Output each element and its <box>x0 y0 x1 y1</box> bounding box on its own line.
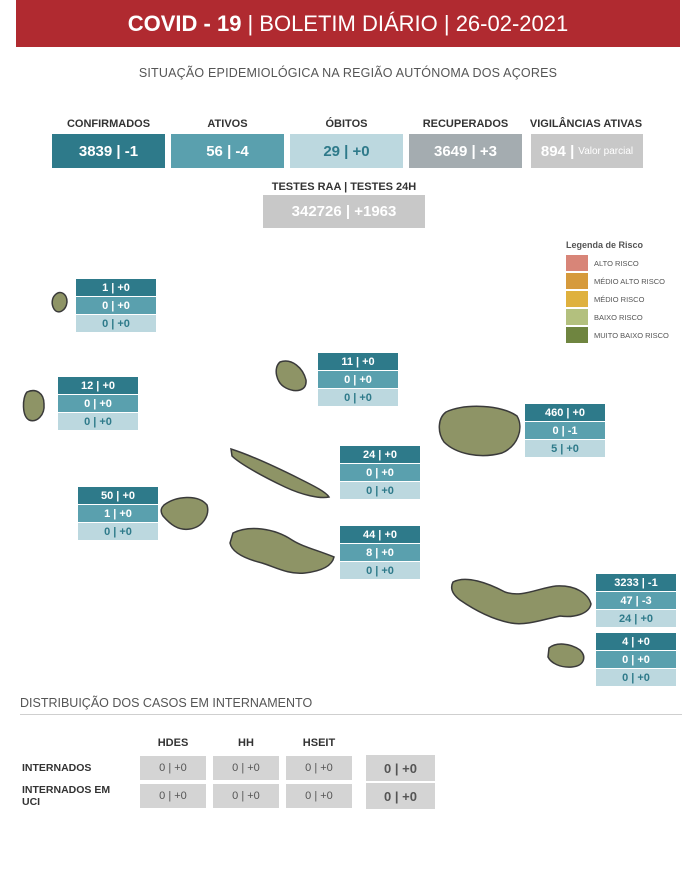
stat-value-ativos: 56 | -4 <box>171 134 284 168</box>
island-santa-maria <box>548 644 584 667</box>
total-internados: 0 | +0 <box>366 755 435 781</box>
legend-label: ALTO RISCO <box>594 258 639 268</box>
stat-label-obitos: ÓBITOS <box>325 118 368 130</box>
island-table-sao-jorge <box>340 446 420 500</box>
island-deaths: 0 | +0 <box>596 669 676 686</box>
cell-internados-hdes: 0 | +0 <box>140 756 206 780</box>
cell-uci-hseit: 0 | +0 <box>286 784 352 808</box>
legend-label: MÉDIO ALTO RISCO <box>594 276 665 286</box>
island-table-corvo <box>76 279 156 333</box>
island-graciosa <box>276 361 306 390</box>
island-sao-miguel <box>452 579 591 623</box>
vigilancias-note: Valor parcial <box>578 145 634 157</box>
island-deaths: 0 | +0 <box>340 562 420 579</box>
island-confirmed: 11 | +0 <box>318 353 398 370</box>
hospital-section-title: DISTRIBUIÇÃO DOS CASOS EM INTERNAMENTO <box>20 696 313 710</box>
island-table-faial <box>78 487 158 541</box>
stat-label-confirmados: CONFIRMADOS <box>66 118 151 130</box>
island-confirmed: 3233 | -1 <box>596 574 676 591</box>
island-active: 0 | -1 <box>525 422 605 439</box>
title-bold: COVID - 19 <box>127 10 242 36</box>
tests-value: 342726 | +1963 <box>263 195 425 228</box>
row-label-internados: INTERNADOS <box>22 762 92 774</box>
island-faial <box>161 497 208 529</box>
cell-uci-hh: 0 | +0 <box>213 784 279 808</box>
island-active: 8 | +0 <box>340 544 420 561</box>
island-flores <box>23 391 44 421</box>
island-confirmed: 12 | +0 <box>58 377 138 394</box>
island-deaths: 24 | +0 <box>596 610 676 627</box>
cell-uci-hdes: 0 | +0 <box>140 784 206 808</box>
island-table-santa-maria <box>596 633 676 687</box>
stat-label-recuperados: RECUPERADOS <box>422 118 509 130</box>
legend-label: MÉDIO RISCO <box>594 294 645 304</box>
island-active: 0 | +0 <box>340 464 420 481</box>
title-rest: | BOLETIM DIÁRIO | 26-02-2021 <box>247 10 569 36</box>
island-active: 0 | +0 <box>76 297 156 314</box>
cell-internados-hh: 0 | +0 <box>213 756 279 780</box>
island-table-pico <box>340 526 420 580</box>
stat-value-obitos: 29 | +0 <box>290 134 403 168</box>
section-divider <box>20 714 682 715</box>
island-table-graciosa <box>318 353 398 407</box>
stat-value-recuperados: 3649 | +3 <box>409 134 522 168</box>
col-header-hdes: HDES <box>157 737 189 749</box>
island-confirmed: 1 | +0 <box>76 279 156 296</box>
island-deaths: 0 | +0 <box>78 523 158 540</box>
page-subtitle: SITUAÇÃO EPIDEMIOLÓGICA NA REGIÃO AUTÓNOMA DOS AÇORES <box>138 66 558 80</box>
legend-label: MUITO BAIXO RISCO <box>594 330 669 340</box>
island-table-sao-miguel <box>596 574 676 628</box>
island-confirmed: 460 | +0 <box>525 404 605 421</box>
island-sao-jorge <box>231 449 329 498</box>
island-table-terceira <box>525 404 605 458</box>
island-active: 0 | +0 <box>596 651 676 668</box>
vigilancias-value: 894 | <box>540 142 575 160</box>
island-terceira <box>439 406 520 455</box>
island-deaths: 0 | +0 <box>76 315 156 332</box>
col-header-hseit: HSEIT <box>302 737 336 749</box>
island-active: 0 | +0 <box>318 371 398 388</box>
island-pico <box>230 529 334 574</box>
island-table-flores <box>58 377 138 431</box>
stat-label-ativos: ATIVOS <box>207 118 248 130</box>
legend-label: BAIXO RISCO <box>594 312 643 322</box>
island-active: 1 | +0 <box>78 505 158 522</box>
island-corvo <box>52 293 67 312</box>
island-deaths: 5 | +0 <box>525 440 605 457</box>
island-deaths: 0 | +0 <box>318 389 398 406</box>
tests-label: TESTES RAA | TESTES 24H <box>271 181 417 193</box>
island-active: 0 | +0 <box>58 395 138 412</box>
island-confirmed: 24 | +0 <box>340 446 420 463</box>
island-confirmed: 44 | +0 <box>340 526 420 543</box>
total-uci: 0 | +0 <box>366 783 435 809</box>
legend-title: Legenda de Risco <box>566 240 644 250</box>
stat-value-confirmados: 3839 | -1 <box>52 134 165 168</box>
row-label-internados-uci: INTERNADOS EM UCI <box>22 784 111 808</box>
island-confirmed: 4 | +0 <box>596 633 676 650</box>
island-deaths: 0 | +0 <box>58 413 138 430</box>
island-deaths: 0 | +0 <box>340 482 420 499</box>
col-header-hh: HH <box>238 737 254 749</box>
island-confirmed: 50 | +0 <box>78 487 158 504</box>
cell-internados-hseit: 0 | +0 <box>286 756 352 780</box>
island-active: 47 | -3 <box>596 592 676 609</box>
stat-label-vigilancias: VIGILÂNCIAS ATIVAS <box>529 118 643 130</box>
